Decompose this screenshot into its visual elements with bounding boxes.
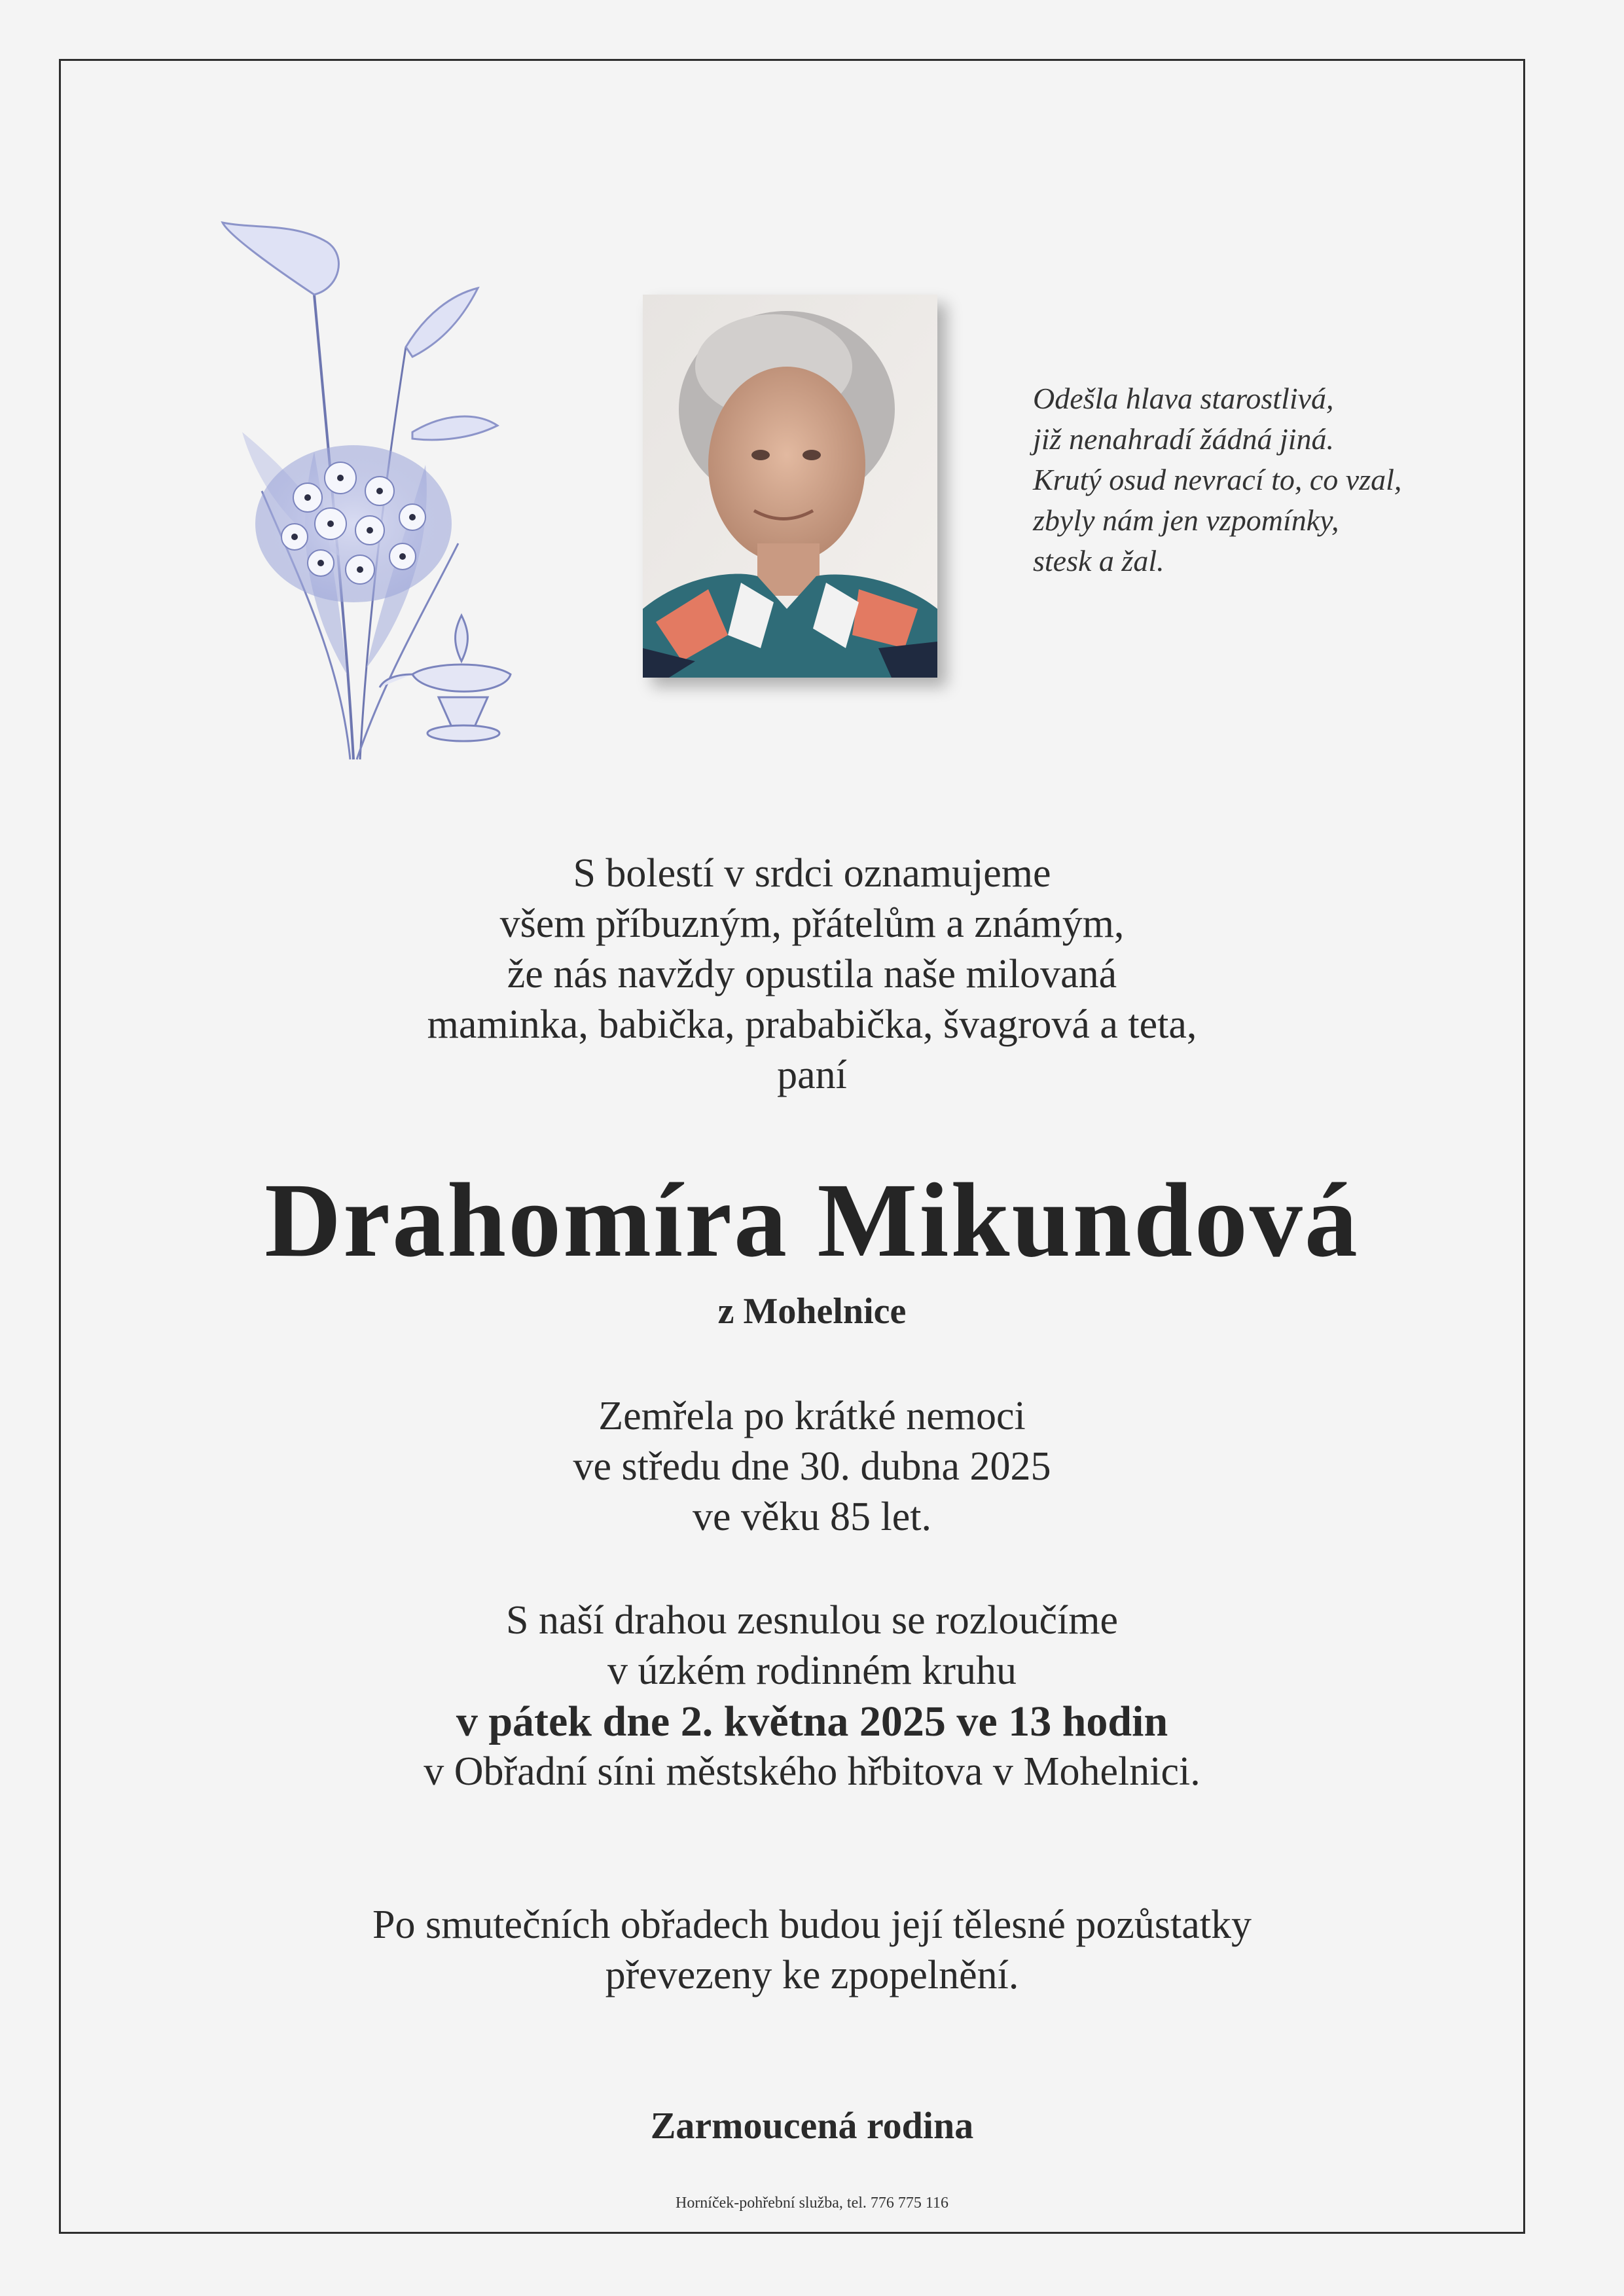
death-info-line: ve věku 85 let. (692, 1495, 931, 1539)
announcement-line: S bolestí v srdci oznamujeme (573, 851, 1051, 896)
signature: Zarmoucená rodina (650, 2104, 974, 2147)
poem-line: Odešla hlava starostlivá, (1033, 382, 1334, 415)
farewell-datetime: v pátek dne 2. května 2025 ve 13 hodin (456, 1698, 1168, 1745)
farewell-place: v Obřadní síni městského hřbitova v Mohelnici. (424, 1749, 1200, 1794)
announcement-line: maminka, babička, prababička, švagrová a teta, (427, 1002, 1197, 1047)
funeral-home-contact: Horníček-pohřební služba, tel. 776 775 116 (675, 2195, 948, 2212)
announcement-line: všem příbuzným, přátelům a známým, (499, 902, 1125, 946)
portrait-photo (643, 295, 937, 678)
deceased-name: Drahomíra Mikundová (264, 1162, 1360, 1279)
transport-line: převezeny ke zpopelnění. (605, 1953, 1019, 1997)
transport-line: Po smutečních obřadech budou její tělesné pozůstatky (372, 1903, 1252, 1947)
origin: z Mohelnice (717, 1291, 907, 1332)
transport-info (0, 1900, 1624, 2001)
poem-line: již nenahradí žádná jiná. (1033, 422, 1335, 456)
farewell-line: S naší drahou zesnulou se rozloučíme (506, 1598, 1118, 1643)
poem (1033, 378, 1452, 581)
calla-lily-bouquet-icon (216, 216, 556, 779)
farewell-info (0, 1595, 1624, 1797)
death-info (0, 1391, 1624, 1542)
poem-line: stesk a žal. (1033, 544, 1164, 577)
death-info-line: Zemřela po krátké nemoci (598, 1394, 1026, 1438)
announcement-line: paní (777, 1053, 847, 1097)
poem-line: zbyly nám jen vzpomínky, (1033, 503, 1339, 537)
announcement-line: že nás navždy opustila naše milovaná (507, 952, 1117, 996)
poem-line: Krutý osud nevrací to, co vzal, (1033, 463, 1402, 496)
death-info-line: ve středu dne 30. dubna 2025 (573, 1444, 1051, 1489)
farewell-line: v úzkém rodinném kruhu (607, 1649, 1017, 1693)
announcement (0, 848, 1624, 1101)
